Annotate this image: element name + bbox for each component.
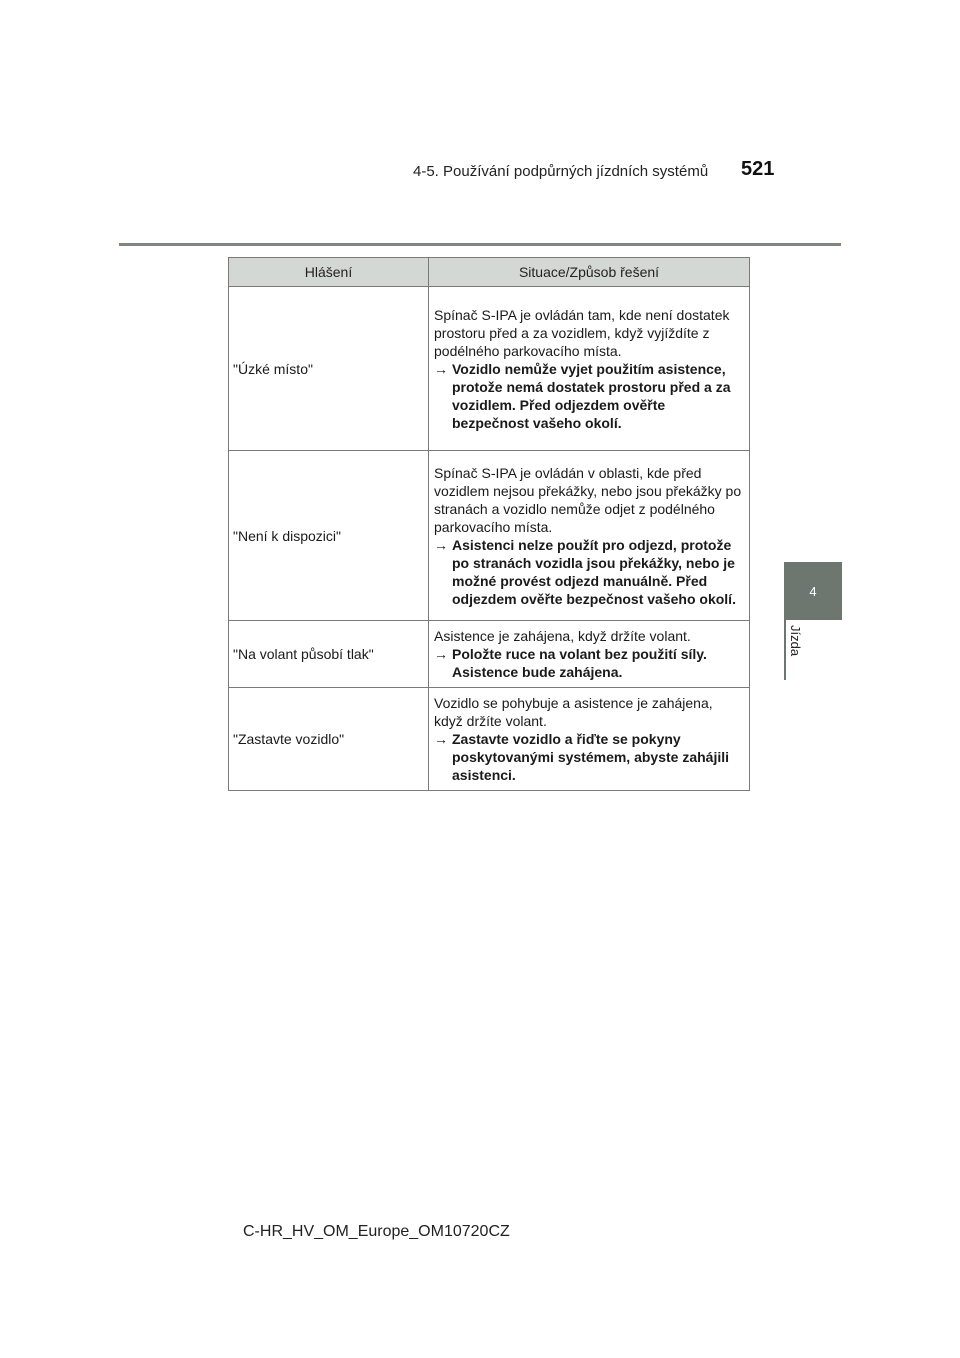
table-row: [229, 287, 750, 451]
solution-cell: [429, 451, 750, 621]
table-row: [229, 451, 750, 621]
message-cell: "Není k dispozici": [229, 451, 429, 621]
solution-cell: [429, 621, 750, 688]
situation-text: Asistence je zahájena, když držíte volant.: [434, 628, 691, 644]
action-line: [434, 730, 744, 784]
message-table: [228, 257, 750, 791]
chapter-number: 4: [809, 583, 817, 599]
message-cell: "Zastavte vozidlo": [229, 688, 429, 791]
action-text: Asistenci nelze použít pro odjezd, protože po stranách vozidla jsou překážky, nebo je možné provést odjezd manuálně. Před odjezdem ověřte bezpečnost vašeho okolí.: [452, 536, 736, 607]
action-line: [434, 360, 744, 432]
column-header-message: Hlášení: [229, 258, 429, 287]
section-title: 4-5. Používání podpůrných jízdních systémů: [413, 163, 709, 180]
chapter-label: Jízda: [788, 625, 803, 657]
action-text: Vozidlo nemůže vyjet použitím asistence, protože nemá dostatek prostoru před a za vozidlem. Před odjezdem ověřte bezpečnost vašeho okolí.: [452, 360, 731, 431]
solution-cell: [429, 287, 750, 451]
solution-cell: [429, 688, 750, 791]
column-header-solution: Situace/Způsob řešení: [429, 258, 750, 287]
page-number: 521: [741, 158, 775, 180]
document-code: C-HR_HV_OM_Europe_OM10720CZ: [243, 1223, 510, 1240]
situation-text: Spínač S-IPA je ovládán v oblasti, kde před vozidlem nejsou překážky, nebo jsou překážky po stranách a vozidlo nemůže odjet z podélného parkovacího místa.: [434, 464, 742, 535]
arrow-right-icon: →: [434, 536, 448, 553]
message-cell: "Na volant působí tlak": [229, 621, 429, 688]
arrow-right-icon: →: [434, 360, 448, 377]
header-divider: [119, 243, 841, 246]
action-line: [434, 536, 744, 608]
arrow-right-icon: →: [434, 731, 448, 747]
situation-text: Vozidlo se pohybuje a asistence je zahájena, když držíte volant.: [434, 695, 713, 729]
action-line: [434, 645, 744, 681]
action-text: Zastavte vozidlo a řiďte se pokyny poskytovanými systémem, abyste zahájili asistenci.: [452, 731, 730, 783]
message-cell: "Úzké místo": [229, 287, 429, 451]
situation-text: Spínač S-IPA je ovládán tam, kde není dostatek prostoru před a za vozidlem, když vyjíždíte z podélného parkovacího místa.: [434, 306, 730, 359]
table-row: [229, 688, 750, 791]
chapter-tab: [784, 562, 842, 620]
arrow-right-icon: →: [434, 646, 448, 662]
action-text: Položte ruce na volant bez použití síly. Asistence bude zahájena.: [452, 646, 707, 680]
table-header-row: [229, 258, 750, 287]
table-row: [229, 621, 750, 688]
